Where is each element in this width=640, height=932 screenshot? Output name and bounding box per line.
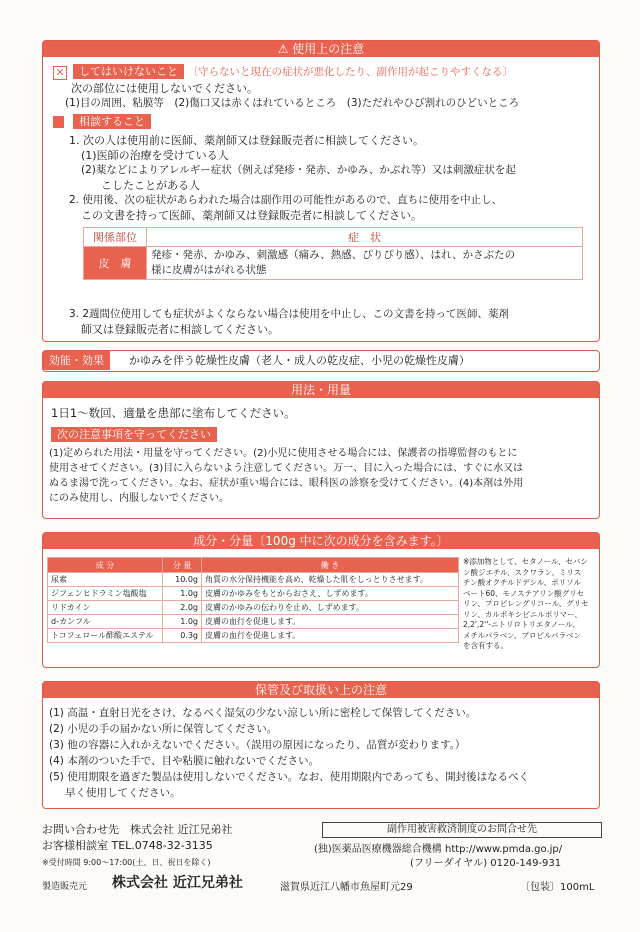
maker-address: 滋賀県近江八幡市魚屋町元29 [280,882,413,893]
consult-3b: 師又は登録販売者に相談してください。 [81,323,279,336]
symptom-line-2: 様に皮膚がはがれる状態 [151,264,267,276]
ing-header-name: 成 分 [48,558,163,573]
efficacy-label: 効能・効果 [43,351,110,370]
symptom-line-1: 発疹・発赤、かゆみ、刺激感（痛み、熱感、ぴりぴり感）、はれ、かさぶたの [151,249,516,261]
relief-org: (独)医薬品医療機器総合機構 http://www.pmda.go.jp/ [314,844,563,855]
consult-1a: (1)医師の治療を受けている人 [81,149,229,162]
ing-header-function: 働 き [202,558,459,573]
storage-line-5: (5) 使用期限を過ぎた製品は使用しないでください。なお、使用期限内であっても、開封後はなるべく [49,771,530,783]
dont-line-2: (1)目の周囲、粘膜等 (2)傷口又は赤くはれているところ (3)ただれやひび割れのひどいところ [65,97,520,109]
table-part-skin: 皮 膚 [84,247,147,280]
dont-label: してはいけないこと [73,64,184,79]
table-row: リドカイン 2.0g 皮膚のかゆみの伝わりを止め、しずめます。 [48,601,459,615]
table-header-part: 関係部位 [84,228,147,247]
warning-title: ⚠ 使用上の注意 [43,41,599,57]
storage-line-5b: 早く使用してください。 [65,787,181,799]
additives-note: ※添加物として、セタノール、セバシ ン酸ジエチル、スクワラン、ミリス チン酸オクチルドデシル、ポリソル ベート60、モノステアリン酸グリセ リン、プロピレングリコール、グリセ リン、カルボキシビニルポリマー、 2,2',2''-ニトリロトリエタノール、 メチルパラベン、プロピルパラベン を含有する。 [463,557,589,650]
dosage-line-4: にのみ使用し、内服しないでください。 [49,493,229,504]
dont-line-1: 次の部位には使用しないでください。 [71,82,258,95]
ingredients-section [42,532,600,668]
dont-note: 〔守らないと現在の症状が悪化したり、副作用が起こりやすくなる〕 [187,66,513,78]
dosage-main: 1日1～数回、適量を患部に塗布してください。 [51,406,296,420]
dosage-line-1: (1)定められた用法・用量を守ってください。(2)小児に使用させる場合には、保護者の指導監督のもとに [49,448,518,459]
dosage-line-3: ぬるま湯で洗ってください。なお、症状が重い場合には、眼科医の診察を受けてください。(4)本剤は外用 [49,478,524,489]
package-size: 〔包装〕100mL [520,882,595,893]
storage-section [42,681,600,809]
warning-section [42,40,600,342]
consult-1b: (2)薬などによりアレルギー症状（例えば発疹・発赤、かゆみ、かぶれ等）又は刺激症状を起 [81,164,516,176]
consult-1c: こしたことがある人 [101,179,200,192]
consult-label: 相談すること [73,114,151,129]
footer-tel: お客様相談室 TEL.0748-32-3135 [42,839,213,852]
symptom-table [83,227,583,280]
table-row: トコフェロール酢酸エステル 0.3g 皮膚の血行を促進します。 [48,629,459,643]
storage-line-2: (2) 小児の手の届かない所に保管してください。 [49,723,278,735]
efficacy-text: かゆみを伴う乾燥性皮膚（老人・成人の乾皮症、小児の乾燥性皮膚） [129,354,470,367]
dosage-line-2: 使用させてください。(3)目に入らないよう注意してください。万一、目に入った場合には、すぐに水又は [49,463,524,474]
dosage-section [42,381,600,519]
footer-hours: ※受付時間 9:00～17:00(土、日、祝日を除く) [42,858,211,867]
table-row: d-カンフル 1.0g 皮膚の血行を促進します。 [48,615,459,629]
footer-inquiry: お問い合わせ先 株式会社 近江兄弟社 [42,823,233,836]
prohibit-icon: ✕ [53,66,67,80]
table-header-symptom: 症 状 [147,228,583,247]
table-row: ジフェンヒドラミン塩酸塩 1.0g 皮膚のかゆみをもとからおさえ、しずめます。 [48,587,459,601]
consult-icon [53,116,64,128]
dosage-note-label: 次の注意事項を守ってください [51,427,217,442]
ingredients-title: 成分・分量〔100g 中に次の成分を含みます。〕 [43,533,599,549]
consult-2b: この文書を持って医師、薬剤師又は登録販売者に相談してください。 [81,209,422,222]
table-row: 尿素 10.0g 角質の水分保持機能を高め、乾燥した肌をしっとりさせます。 [48,573,459,587]
ing-header-amount: 分 量 [163,558,202,573]
storage-line-1: (1) 高温・直射日光をさけ、なるべく湿気の少ない涼しい所に密栓して保管してください。 [49,707,477,719]
maker-name: 株式会社 近江兄弟社 [112,875,243,891]
storage-line-3: (3) 他の容器に入れかえないでください。（誤用の原因になったり、品質が変わります。） [49,739,466,751]
consult-1: 1. 次の人は使用前に医師、薬剤師又は登録販売者に相談してください。 [69,134,424,147]
storage-title: 保管及び取扱い上の注意 [43,682,599,698]
relief-title: 副作用被害救済制度のお問合せ先 [322,822,602,838]
maker-label: 製造販売元 [42,882,88,892]
relief-tel: (フリーダイヤル) 0120-149-931 [410,858,562,869]
dosage-title: 用法・用量 [43,382,599,398]
ingredients-table [47,557,459,643]
storage-line-4: (4) 本剤のついた手で、目や粘膜に触れないでください。 [49,755,319,767]
consult-3: 3. 2週間位使用しても症状がよくならない場合は使用を中止し、この文書を持って医師、薬剤 [69,308,510,320]
consult-2: 2. 使用後、次の症状があらわれた場合は副作用の可能性があるので、直ちに使用を中止し、 [69,194,503,206]
efficacy-section [42,350,600,372]
